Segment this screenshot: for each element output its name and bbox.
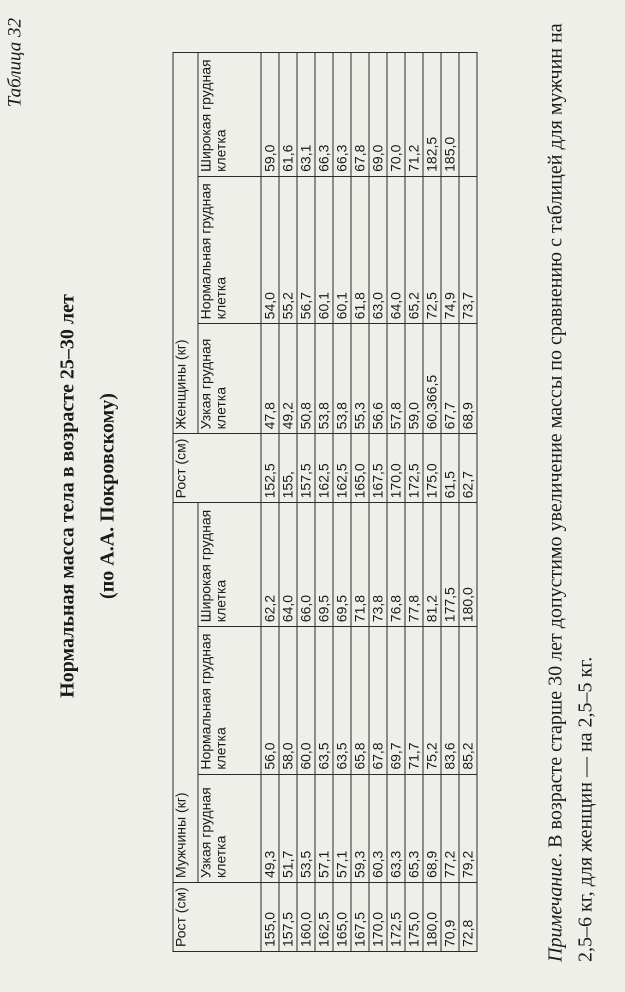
table-cell: 165,0 — [351, 434, 369, 503]
table-cell: 69,7 — [387, 627, 405, 774]
weight-table — [172, 52, 477, 952]
table-cell: 67,8 — [351, 53, 369, 177]
table-cell: 67,7 — [441, 324, 459, 434]
table-cell: 63,5 — [333, 627, 351, 774]
table-cell: 63,3 — [387, 774, 405, 882]
table-cell: 65,3 — [405, 774, 423, 882]
table-cell: 62,7 — [459, 434, 477, 503]
table-cell: 155, — [279, 434, 297, 503]
table-cell: 175,0 — [423, 434, 441, 503]
table-cell: 177,5 — [441, 503, 459, 627]
table-cell: 160,0 — [297, 883, 315, 952]
table-cell: 73,7 — [459, 176, 477, 323]
header-men: Мужчины (кг) — [173, 503, 198, 883]
table-cell: 69,0 — [369, 53, 387, 177]
table-cell: 162,5 — [315, 883, 333, 952]
table-cell: 56,6 — [369, 324, 387, 434]
table-row — [333, 53, 351, 952]
table-cell: 79,2 — [459, 774, 477, 882]
table-row — [297, 53, 315, 952]
table-cell: 56,0 — [261, 627, 279, 774]
header-women-wide: Широкая грудная клетка — [198, 53, 261, 177]
table-cell: 68,9 — [459, 324, 477, 434]
table-cell: 53,5 — [297, 774, 315, 882]
table-cell: 162,5 — [315, 434, 333, 503]
table-row — [423, 53, 441, 952]
table-cell: 63,1 — [297, 53, 315, 177]
table-row — [315, 53, 333, 952]
table-cell: 50,8 — [297, 324, 315, 434]
table-cell: 81,2 — [423, 503, 441, 627]
table-cell: 59,0 — [405, 324, 423, 434]
table-cell: 66,0 — [297, 503, 315, 627]
table-cell: 57,1 — [315, 774, 333, 882]
table-cell: 71,2 — [405, 53, 423, 177]
table-cell: 67,8 — [369, 627, 387, 774]
table-cell: 69,5 — [333, 503, 351, 627]
table-cell: 72,5 — [423, 176, 441, 323]
table-cell: 60,366,5 — [423, 324, 441, 434]
header-men-wide: Широкая грудная клетка — [198, 503, 261, 627]
table-cell: 71,7 — [405, 627, 423, 774]
table-cell: 60,1 — [315, 176, 333, 323]
table-row — [261, 53, 279, 952]
table-row — [351, 53, 369, 952]
table-row — [369, 53, 387, 952]
table-cell: 175,0 — [405, 883, 423, 952]
table-cell: 60,0 — [297, 627, 315, 774]
header-height-women: Рост (см) — [173, 434, 261, 503]
table-cell: 72,8 — [459, 883, 477, 952]
table-cell: 62,2 — [261, 503, 279, 627]
table-cell: 61,6 — [279, 53, 297, 177]
table-cell: 61,5 — [441, 434, 459, 503]
table-cell: 54,0 — [261, 176, 279, 323]
header-men-narrow: Узкая грудная клетка — [198, 774, 261, 882]
table-cell: 59,3 — [351, 774, 369, 882]
table-cell: 185,0 — [441, 53, 459, 177]
table-cell: 49,2 — [279, 324, 297, 434]
table-cell: 59,0 — [261, 53, 279, 177]
table-cell: 77,8 — [405, 503, 423, 627]
table-cell: 57,1 — [333, 774, 351, 882]
table-cell: 69,5 — [315, 503, 333, 627]
table-row — [459, 53, 477, 952]
table-cell: 70,0 — [387, 53, 405, 177]
table-row — [387, 53, 405, 952]
table-subtitle: (по А.А. Покровскому) — [96, 393, 118, 599]
table-cell: 55,2 — [279, 176, 297, 323]
table-cell: 165,0 — [333, 883, 351, 952]
table-cell: 65,2 — [405, 176, 423, 323]
table-cell: 172,5 — [405, 434, 423, 503]
table-cell: 71,8 — [351, 503, 369, 627]
table-row — [279, 53, 297, 952]
table-cell: 157,5 — [297, 434, 315, 503]
table-cell: 60,3 — [369, 774, 387, 882]
table-cell: 64,0 — [279, 503, 297, 627]
table-cell: 65,8 — [351, 627, 369, 774]
table-cell — [459, 53, 477, 177]
table-cell: 162,5 — [333, 434, 351, 503]
table-cell: 77,2 — [441, 774, 459, 882]
table-row — [441, 53, 459, 952]
table-cell: 155,0 — [261, 883, 279, 952]
table-cell: 63,5 — [315, 627, 333, 774]
table-cell: 51,7 — [279, 774, 297, 882]
table-cell: 167,5 — [369, 434, 387, 503]
table-cell: 53,8 — [333, 324, 351, 434]
table-cell: 63,0 — [369, 176, 387, 323]
header-women-narrow: Узкая грудная клетка — [198, 324, 261, 434]
table-cell: 61,8 — [351, 176, 369, 323]
table-title: Нормальная масса тела в возрасте 25–30 лет — [56, 294, 78, 698]
header-women-normal: Нормальная грудная клетка — [198, 176, 261, 323]
table-cell: 60,1 — [333, 176, 351, 323]
footnote — [540, 22, 600, 962]
table-cell: 180,0 — [459, 503, 477, 627]
table-cell: 55,3 — [351, 324, 369, 434]
table-cell: 76,8 — [387, 503, 405, 627]
table-cell: 56,7 — [297, 176, 315, 323]
table-cell: 64,0 — [387, 176, 405, 323]
table-cell: 167,5 — [351, 883, 369, 952]
table-cell: 73,8 — [369, 503, 387, 627]
table-cell: 66,3 — [333, 53, 351, 177]
table-cell: 157,5 — [279, 883, 297, 952]
table-cell: 70,9 — [441, 883, 459, 952]
table-cell: 58,0 — [279, 627, 297, 774]
table-cell: 180,0 — [423, 883, 441, 952]
table-cell: 53,8 — [315, 324, 333, 434]
table-cell: 57,8 — [387, 324, 405, 434]
table-cell: 170,0 — [369, 883, 387, 952]
table-cell: 83,6 — [441, 627, 459, 774]
table-body — [261, 53, 477, 952]
table-number: Таблица 32 — [4, 18, 25, 108]
table-cell: 172,5 — [387, 883, 405, 952]
table-cell: 75,2 — [423, 627, 441, 774]
table-cell: 182,5 — [423, 53, 441, 177]
table-cell: 85,2 — [459, 627, 477, 774]
table-cell: 152,5 — [261, 434, 279, 503]
header-women: Женщины (кг) — [173, 53, 198, 434]
table-row — [405, 53, 423, 952]
note-label: Примечание — [544, 857, 566, 962]
table-cell: 49,3 — [261, 774, 279, 882]
table-cell: 74,9 — [441, 176, 459, 323]
table-cell: 170,0 — [387, 434, 405, 503]
note-text: . В возрасте старше 30 лет допустимо увеличение массы по сравнению с таблицей для мужчин на 2,5–6 кг, для женщин — на 2,5–5 кг. — [544, 23, 596, 962]
table-cell: 68,9 — [423, 774, 441, 882]
table-cell: 47,8 — [261, 324, 279, 434]
header-height-men: Рост (см) — [173, 883, 261, 952]
table-cell: 66,3 — [315, 53, 333, 177]
header-men-normal: Нормальная грудная клетка — [198, 627, 261, 774]
